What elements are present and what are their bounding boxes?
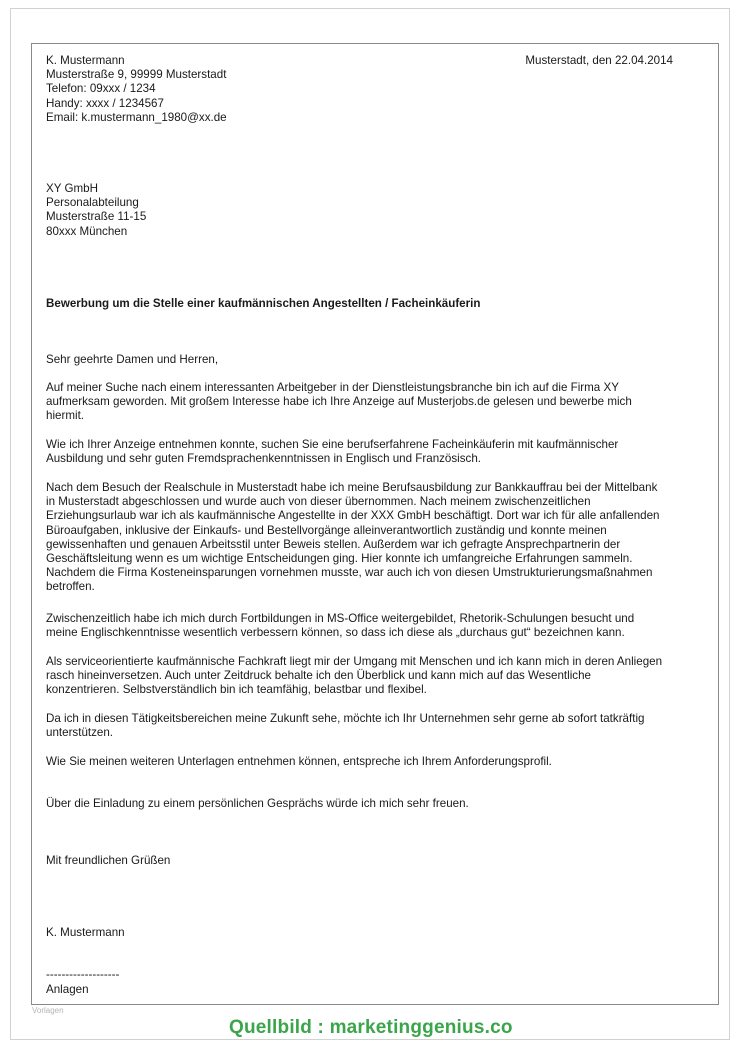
- paragraph-line: Nach dem Besuch der Realschule in Musterstadt habe ich meine Berufsausbildung zur Bankkauffrau bei der Mittelbank: [46, 481, 658, 494]
- paragraph-line: hiermit.: [46, 409, 85, 423]
- paragraph-line: Da ich in diesen Tätigkeitsbereichen meine Zukunft sehe, möchte ich Ihr Unternehmen sehr gerne ab sofort tatkräftig: [46, 712, 645, 725]
- paragraph-line: Wie ich Ihrer Anzeige entnehmen konnte, suchen Sie eine berufserfahrene Facheinkäuferin mit kaufmännischer: [46, 438, 619, 451]
- paragraph-line: Über die Einladung zu einem persönlichen Gesprächs würde ich mich sehr freuen.: [46, 797, 469, 810]
- paragraph-line: Büroaufgaben, inklusive der Einkaufs- und Bestellvorgänge alleinverantwortlich zuständig und konnte meinen: [46, 523, 607, 537]
- closing: Mit freundlichen Grüßen: [46, 854, 171, 867]
- paragraph-line: Als serviceorientierte kaufmännische Fachkraft liegt mir der Umgang mit Menschen und ich kann mich in deren Anliegen: [46, 655, 663, 668]
- paragraph-1: [46, 381, 714, 424]
- paragraph-line: aufmerksam geworden. Mit großem Interesse habe ich Ihre Anzeige auf Musterjobs.de gelesen und bewerbe mich: [46, 395, 632, 409]
- attachments-label: Anlagen: [46, 983, 89, 996]
- divider-line: -------------------: [46, 968, 120, 981]
- paragraph-line: in Musterstadt abgeschlossen und wurde auch von dieser übernommen. Nach meinem zwischenzeitlichen: [46, 495, 591, 509]
- paragraph-7: [46, 755, 714, 769]
- sender-mobile: Handy: xxxx / 1234567: [46, 96, 164, 110]
- paragraph-line: gewissenhaften und genauen Arbeitsstil unter Beweis stellen. Außerdem war ich gefragte Ansprechpartnerin der: [46, 537, 621, 551]
- paragraph-4: [46, 612, 714, 640]
- paragraph-line: Geschäftsleitung wenn es um wichtige Entscheidungen ging. Hier konnte ich umfangreiche Erfahrungen sammeln.: [46, 552, 633, 566]
- date-line: Musterstadt, den 22.04.2014: [525, 54, 673, 67]
- recipient-department: Personalabteilung: [46, 196, 139, 210]
- paragraph-3: [46, 481, 714, 595]
- letter-page: [31, 43, 719, 1005]
- paragraph-line: unterstützen.: [46, 726, 114, 740]
- sender-street: Musterstraße 9, 99999 Musterstadt: [46, 68, 227, 82]
- recipient-block: [46, 182, 146, 239]
- source-watermark: Quellbild : marketinggenius.co: [229, 1017, 513, 1038]
- paragraph-2: [46, 438, 714, 466]
- recipient-city: 80xxx München: [46, 224, 128, 238]
- paragraph-line: rasch hineinversetzen. Auch unter Zeitdruck behalte ich den Überblick und kann mich auf das Wesentliche: [46, 669, 591, 683]
- paragraph-8: [46, 797, 714, 811]
- salutation: Sehr geehrte Damen und Herren,: [46, 353, 219, 366]
- paragraph-line: Wie Sie meinen weiteren Unterlagen entnehmen können, entspreche ich Ihrem Anforderungsprofil.: [46, 755, 552, 768]
- paragraph-line: Auf meiner Suche nach einem interessanten Arbeitgeber in der Dienstleistungsbranche bin ich auf die Firma XY: [46, 381, 619, 394]
- paragraph-5: [46, 655, 714, 698]
- subject-line: Bewerbung um die Stelle einer kaufmännischen Angestellten / Facheinkäuferin: [46, 297, 481, 310]
- paragraph-line: Erziehungsurlaub war ich als kaufmännische Angestellte in der XXX GmbH beschäftigt. Dort war ich für alle anfallenden: [46, 509, 660, 523]
- paragraph-line: Zwischenzeitlich habe ich mich durch Fortbildungen in MS-Office weitergebildet, Rhetorik-Schulungen besucht und: [46, 612, 635, 625]
- paragraph-line: meine Englischkenntnisse wesentlich verbessern können, so dass ich diese als „durchaus gut“ bezeichnen kann.: [46, 626, 625, 640]
- signature-name: K. Mustermann: [46, 926, 125, 939]
- paragraph-line: konzentrieren. Selbstverständlich bin ich teamfähig, belastbar und flexibel.: [46, 683, 427, 697]
- recipient-company: XY GmbH: [46, 182, 98, 195]
- paragraph-line: betroffen.: [46, 580, 95, 594]
- sender-block: [46, 54, 227, 125]
- sender-email: Email: k.mustermann_1980@xx.de: [46, 110, 227, 124]
- paragraph-line: Ausbildung und sehr guten Fremdsprachenkenntnissen in Englisch und Französisch.: [46, 452, 482, 466]
- paragraph-6: [46, 712, 714, 740]
- paragraph-line: Nachdem die Firma Kosteneinsparungen vornehmen musste, war auch ich von diesen Umstrukturierungsmaßnahmen: [46, 566, 653, 580]
- footer-label: Vorlagen: [32, 1006, 64, 1015]
- recipient-street: Musterstraße 11-15: [46, 210, 147, 224]
- sender-name: K. Mustermann: [46, 54, 125, 67]
- sender-phone: Telefon: 09xxx / 1234: [46, 82, 156, 96]
